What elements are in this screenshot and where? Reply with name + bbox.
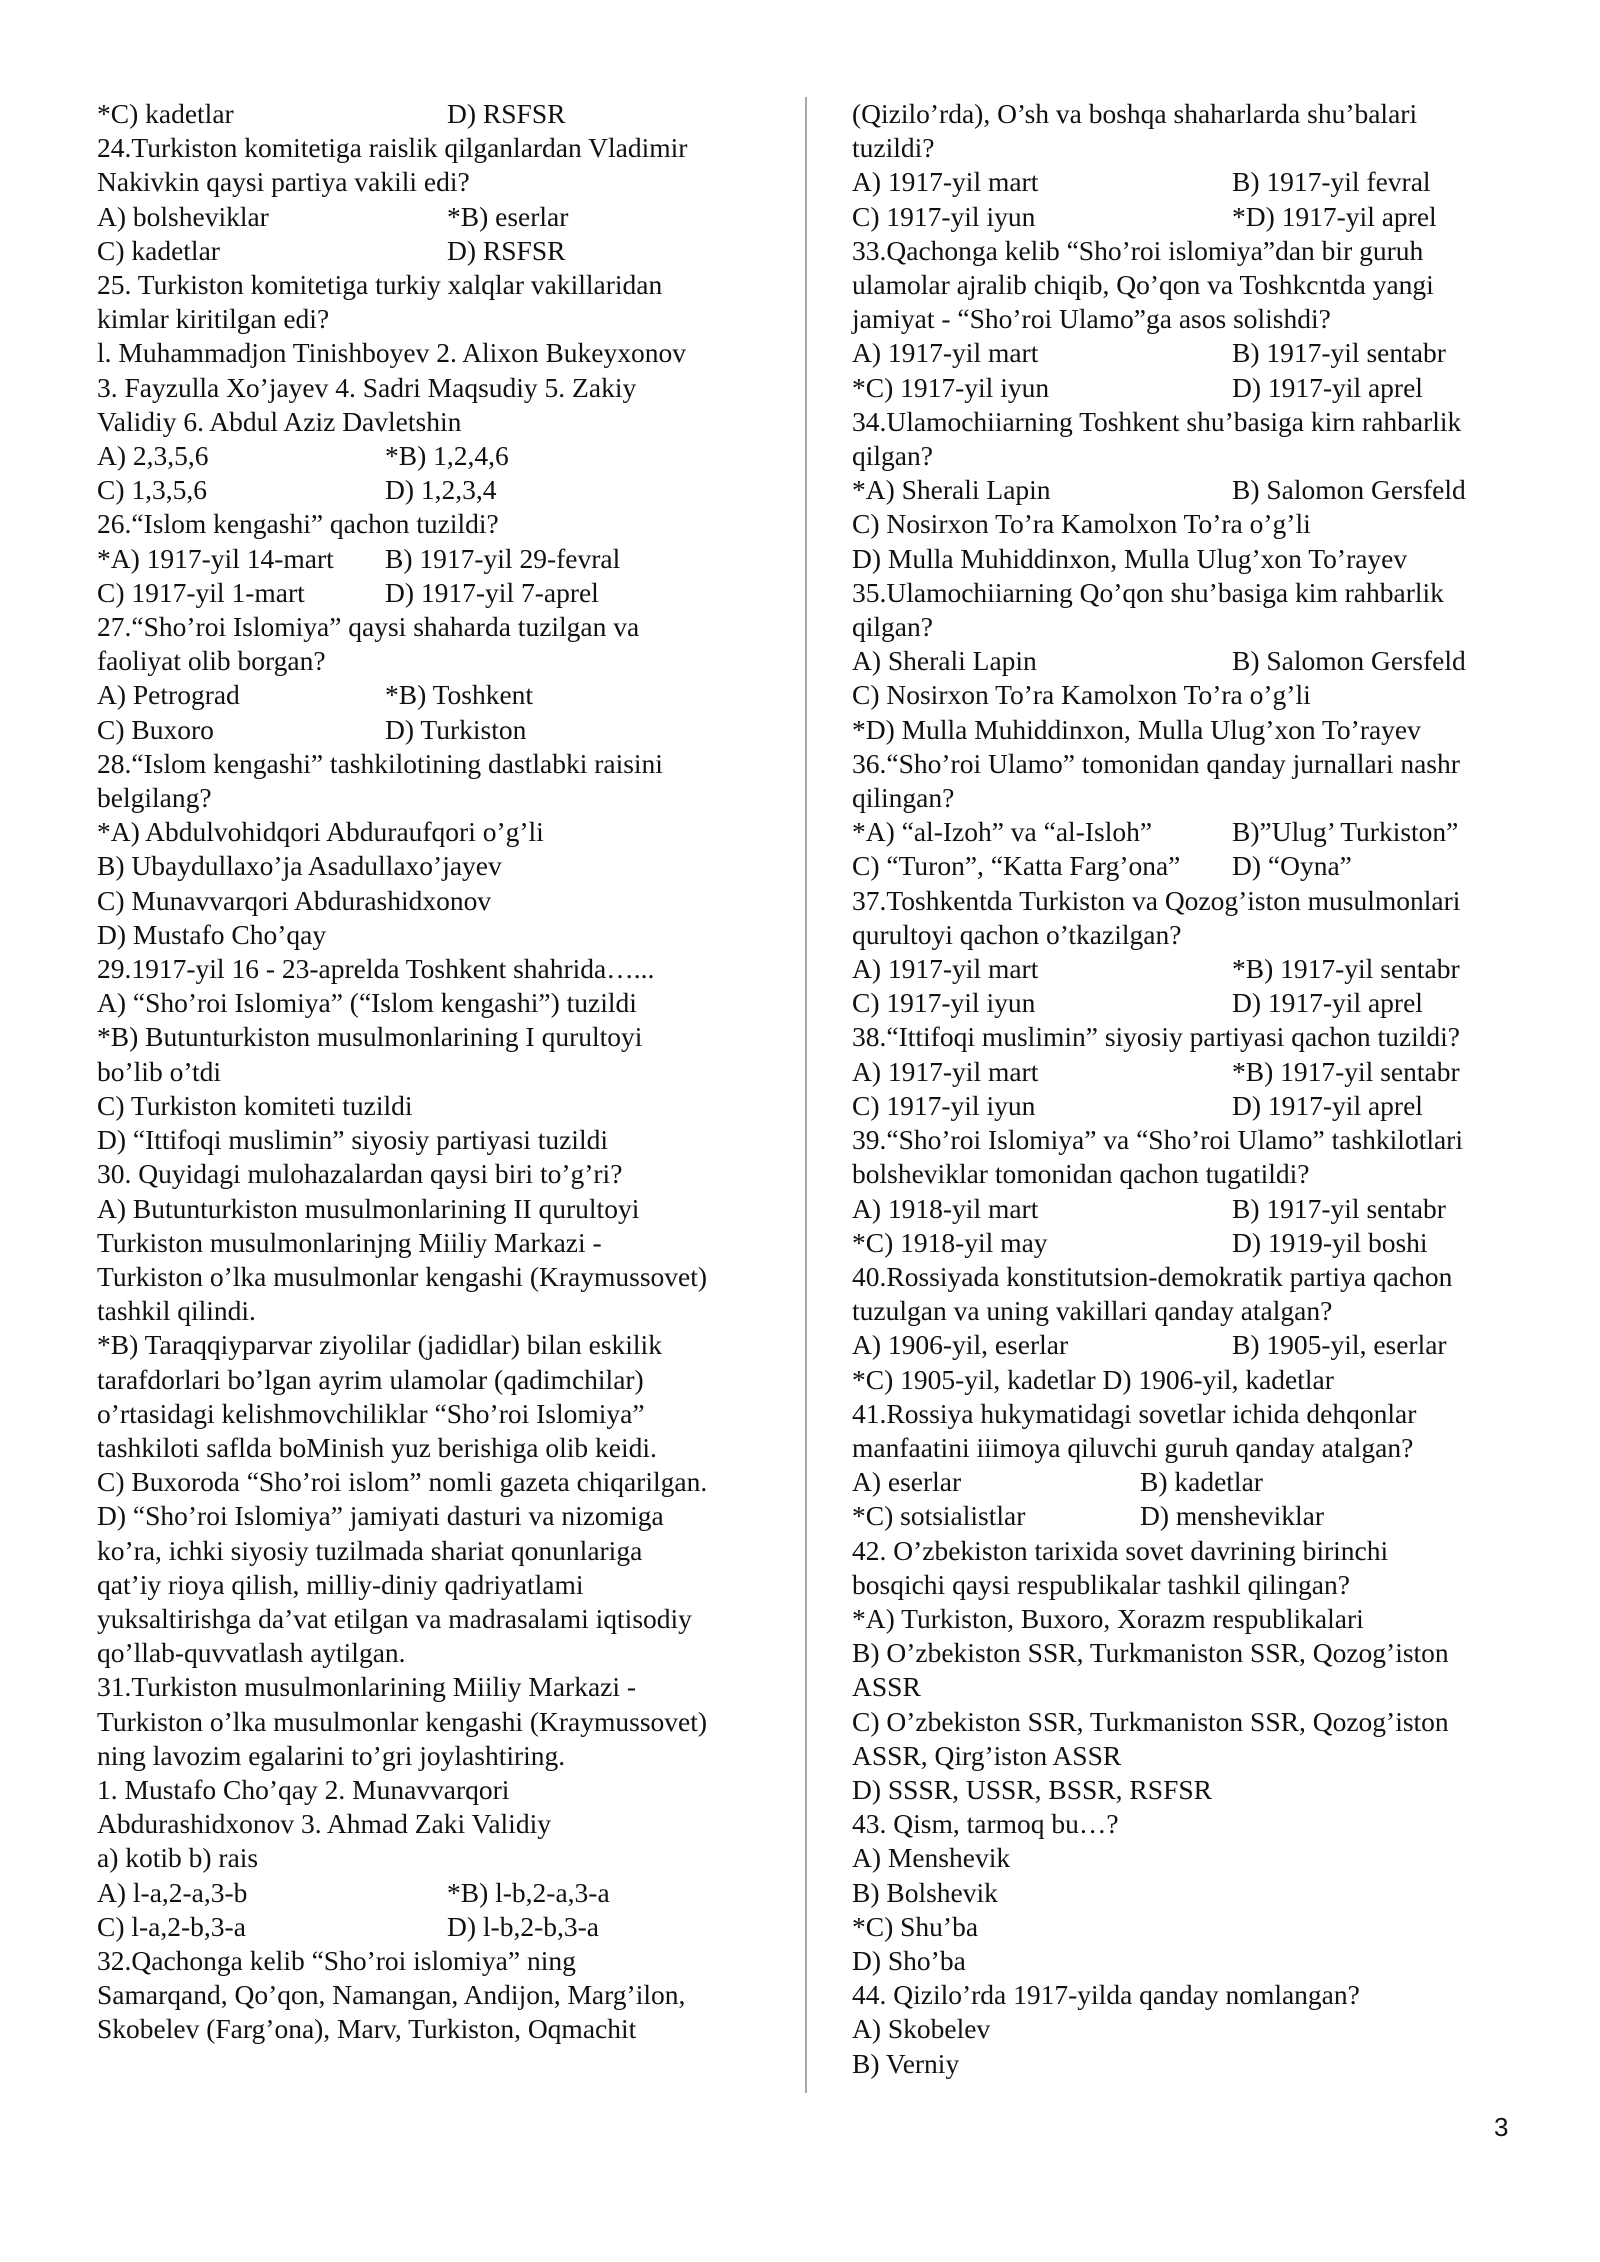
text-line: 28.“Islom kengashi” tashkilotining dastlabki raisini [97,747,663,779]
text-line: 3. Fayzulla Xo’jayev 4. Sadri Maqsudiy 5. Zakiy [97,371,637,403]
answer-option: C) 1,3,5,6 [97,474,207,506]
text-line: l. Muhammadjon Tinishboyev 2. Alixon Bukeyxonov [97,337,686,369]
text-line [852,1089,1532,1123]
answer-option: *B) Toshkent [385,679,534,711]
answer-option: D) 1917-yil 7-aprel [385,576,599,608]
answer-option: D) RSFSR [447,234,566,266]
text-line: 31.Turkiston musulmonlarining Miiliy Markazi - [97,1671,637,1703]
answer-option: B) 1917-yil sentabr [1232,337,1446,369]
answer-option: A) Petrograd [97,679,240,711]
text-line: tarafdorlari bo’lgan ayrim ulamolar (qadimchilar) [97,1363,644,1395]
answer-option: A) l-a,2-a,3-b [97,1876,248,1908]
text-line: A) Skobelev [852,2013,991,2045]
text-line: C) Buxoroda “Sho’roi islom” nomli gazeta chiqarilgan. [97,1466,708,1498]
text-line [97,1910,797,1944]
text-line: 33.Qachonga kelib “Sho’roi islomiya”dan bir guruh [852,234,1424,266]
answer-option: C) “Turon”, “Katta Farg’ona” [852,850,1181,882]
answer-option: *B) 1917-yil sentabr [1232,1055,1460,1087]
text-line: faoliyat olib borgan? [97,645,326,677]
text-line: 29.1917-yil 16 - 23-aprelda Toshkent shahrida…... [97,953,655,985]
text-line: D) “Ittifoqi muslimin” siyosiy partiyasi tuzildi [97,1124,608,1156]
text-line [852,1192,1532,1226]
text-line: 36.“Sho’roi Ulamo” tomonidan qanday jurnallari nashr [852,747,1460,779]
text-line: qo’llab-quvvatlash aytilgan. [97,1637,406,1669]
answer-option: *B) l-b,2-a,3-a [447,1876,610,1908]
text-line: 27.“Sho’roi Islomiya” qaysi shaharda tuzilgan va [97,611,640,643]
text-line: D) “Sho’roi Islomiya” jamiyati dasturi va nizomiga [97,1500,664,1532]
answer-option: A) 1917-yil mart [852,953,1039,985]
text-line: yuksaltirishga da’vat etilgan va madrasalami iqtisodiy [97,1602,692,1634]
text-line: 34.Ulamochiiarning Toshkent shu’basiga kirn rahbarlik [852,405,1462,437]
text-line: jamiyat - “Sho’roi Ulamo”ga asos solishdi? [852,303,1331,335]
text-line: D) Mustafo Cho’qay [97,918,327,950]
text-line: A) Menshevik [852,1842,1011,1874]
text-line: A) Butunturkiston musulmonlarining II qurultoyi [97,1192,640,1224]
answer-option: C) 1917-yil iyun [852,1089,1036,1121]
page-number: 3 [1494,2112,1509,2142]
text-line: a) kotib b) rais [97,1842,259,1874]
text-line: B) O’zbekiston SSR, Turkmaniston SSR, Qozog’iston [852,1637,1449,1669]
text-line [97,1876,797,1910]
text-line: qat’iy rioya qilish, milliy-diniy qadriyatlami [97,1568,584,1600]
text-line: C) Nosirxon To’ra Kamolxon To’ra o’g’li [852,679,1311,711]
answer-option: D) 1917-yil aprel [1232,371,1423,403]
text-line: Validiy 6. Abdul Aziz Davletshin [97,405,462,437]
answer-option: *C) 1917-yil iyun [852,371,1050,403]
text-line: 37.Toshkentda Turkiston va Qozog’iston musulmonlari [852,884,1461,916]
text-line: C) Munavvarqori Abdurashidxonov [97,884,492,916]
answer-option: *C) 1918-yil may [852,1226,1048,1258]
text-line: Skobelev (Farg’ona), Marv, Turkiston, Oqmachit [97,2013,637,2045]
text-line: Abdurashidxonov 3. Ahmad Zaki Validiy [97,1808,551,1840]
text-line: 38.“Ittifoqi muslimin” siyosiy partiyasi qachon tuzildi? [852,1021,1460,1053]
answer-option: D) “Oyna” [1232,850,1352,882]
text-line: qilgan? [852,611,933,643]
text-line: tashkiloti saflda boMinish yuz berishiga olib keidi. [97,1431,657,1463]
text-line: 30. Quyidagi mulohazalardan qaysi biri to’g’ri? [97,1158,623,1190]
text-line [852,644,1532,678]
text-line: D) Mulla Muhiddinxon, Mulla Ulug’xon To’rayev [852,542,1408,574]
text-line: 42. O’zbekiston tarixida sovet davrining birinchi [852,1534,1389,1566]
answer-option: *A) “al-Izoh” va “al-Isloh” [852,816,1153,848]
text-line: kimlar kiritilgan edi? [97,303,330,335]
text-line [852,1226,1532,1260]
text-line: qilgan? [852,440,933,472]
text-line: o’rtasidagi kelishmovchiliklar “Sho’roi Islomiya” [97,1397,645,1429]
answer-option: A) eserlar [852,1466,962,1498]
answer-option: B) Salomon Gersfeld [1232,474,1466,506]
text-line: belgilang? [97,782,212,814]
answer-option: C) Buxoro [97,713,214,745]
answer-option: C) kadetlar [97,234,220,266]
text-line: B) Ubaydullaxo’ja Asadullaxo’jayev [97,850,502,882]
text-line: 24.Turkiston komitetiga raislik qilganlardan Vladimir [97,132,688,164]
text-line: manfaatini iiimoya qiluvchi guruh qanday atalgan? [852,1431,1414,1463]
text-line: D) Sho’ba [852,1944,966,1976]
text-line: 44. Qizilo’rda 1917-yilda qanday nomlangan? [852,1979,1360,2011]
text-line: ASSR [852,1671,921,1703]
text-line [852,1499,1532,1533]
text-line: tashkil qilindi. [97,1295,256,1327]
text-line [852,473,1532,507]
text-line [852,849,1532,883]
answer-option: *A) Sherali Lapin [852,474,1051,506]
text-line [97,439,797,473]
answer-option: A) 1917-yil mart [852,337,1039,369]
text-line: C) O’zbekiston SSR, Turkmaniston SSR, Qozog’iston [852,1705,1449,1737]
text-line: bolsheviklar tomonidan qachon tugatildi? [852,1158,1310,1190]
text-line: Nakivkin qaysi partiya vakili edi? [97,166,470,198]
answer-option: C) 1917-yil 1-mart [97,576,305,608]
answer-option: A) 2,3,5,6 [97,440,209,472]
text-line: Samarqand, Qo’qon, Namangan, Andijon, Marg’ilon, [97,1979,686,2011]
answer-option: B) Salomon Gersfeld [1232,645,1466,677]
text-line [852,986,1532,1020]
text-line: Turkiston musulmonlarinjng Miiliy Markazi - [97,1226,602,1258]
text-line: qilingan? [852,782,955,814]
answer-option: *C) sotsialistlar [852,1500,1026,1532]
answer-option: B) 1905-yil, eserlar [1232,1329,1447,1361]
text-line: *A) Turkiston, Buxoro, Xorazm respublikalari [852,1602,1364,1634]
answer-option: D) 1919-yil boshi [1232,1226,1428,1258]
text-line: B) Bolshevik [852,1876,998,1908]
answer-option: *D) 1917-yil aprel [1232,200,1437,232]
text-line [852,371,1532,405]
text-line [852,1465,1532,1499]
text-line: 25. Turkiston komitetiga turkiy xalqlar vakillaridan [97,269,663,301]
answer-option: D) 1,2,3,4 [385,474,497,506]
text-line: C) Nosirxon To’ra Kamolxon To’ra o’g’li [852,508,1311,540]
right-column [852,97,1532,2081]
text-line [97,200,797,234]
text-line [852,200,1532,234]
text-line [97,576,797,610]
text-line: bosqichi qaysi respublikalar tashkil qilingan? [852,1568,1350,1600]
text-line: ko’ra, ichki siyosiy tuzilmada shariat qonunlariga [97,1534,643,1566]
answer-option: B) 1917-yil sentabr [1232,1192,1446,1224]
answer-option: *C) kadetlar [97,98,234,129]
text-line: *A) Abdulvohidqori Abduraufqori o’g’li [97,816,544,848]
answer-option: B) 1917-yil fevral [1232,166,1431,198]
text-line [852,1328,1532,1362]
text-line: 32.Qachonga kelib “Sho’roi islomiya” ning [97,1944,576,1976]
column-divider [805,97,807,2093]
answer-option: D) mensheviklar [1140,1500,1325,1532]
text-line [97,542,797,576]
answer-option: B) 1917-yil 29-fevral [385,542,621,574]
answer-option: *A) 1917-yil 14-mart [97,542,334,574]
text-line: ASSR, Qirg’iston ASSR [852,1739,1122,1771]
answer-option: D) l-b,2-b,3-a [447,1910,599,1942]
text-line [97,97,797,131]
answer-option: A) bolsheviklar [97,200,269,232]
text-line: A) “Sho’roi Islomiya” (“Islom kengashi”) tuzildi [97,987,637,1019]
text-line: tuzulgan va uning vakillari qanday atalgan? [852,1295,1333,1327]
answer-option: D) RSFSR [447,98,566,129]
left-column [97,97,797,2047]
answer-option: D) 1917-yil aprel [1232,1089,1423,1121]
text-line: D) SSSR, USSR, BSSR, RSFSR [852,1773,1212,1805]
answer-option: D) Turkiston [385,713,527,745]
text-line: (Qizilo’rda), O’sh va boshqa shaharlarda shu’balari [852,98,1418,129]
text-line: C) Turkiston komiteti tuzildi [97,1089,413,1121]
answer-option: A) 1918-yil mart [852,1192,1039,1224]
text-line [852,815,1532,849]
text-line: *C) 1905-yil, kadetlar D) 1906-yil, kadetlar [852,1363,1334,1395]
text-line [97,234,797,268]
answer-option: A) 1906-yil, eserlar [852,1329,1069,1361]
text-line: Turkiston o’lka musulmonlar kengashi (Kraymussovet) [97,1260,708,1292]
text-line: ning lavozim egalarini to’gri joylashtiring. [97,1739,566,1771]
text-line [852,165,1532,199]
text-line: tuzildi? [852,132,935,164]
text-line: 39.“Sho’roi Islomiya” va “Sho’roi Ulamo” tashkilotlari [852,1124,1463,1156]
answer-option: *B) 1,2,4,6 [385,440,509,472]
text-line: 41.Rossiya hukymatidagi sovetlar ichida dehqonlar [852,1397,1417,1429]
text-line: bo’lib o’tdi [97,1055,222,1087]
text-line: *B) Butunturkiston musulmonlarining I qurultoyi [97,1021,643,1053]
answer-option: A) 1917-yil mart [852,1055,1039,1087]
answer-option: C) 1917-yil iyun [852,987,1036,1019]
text-line: 43. Qism, tarmoq bu…? [852,1808,1119,1840]
text-line [852,336,1532,370]
text-line: 40.Rossiyada konstitutsion-demokratik partiya qachon [852,1260,1453,1292]
text-line: 1. Mustafo Cho’qay 2. Munavvarqori [97,1773,510,1805]
answer-option: *B) eserlar [447,200,569,232]
answer-option: A) 1917-yil mart [852,166,1039,198]
text-line: 26.“Islom kengashi” qachon tuzildi? [97,508,499,540]
text-line [97,473,797,507]
answer-option: *B) 1917-yil sentabr [1232,953,1460,985]
answer-option: C) l-a,2-b,3-a [97,1910,246,1942]
text-line [97,678,797,712]
text-line [97,713,797,747]
text-line: 35.Ulamochiiarning Qo’qon shu’basiga kim rahbarlik [852,576,1444,608]
text-line: B) Verniy [852,2047,960,2079]
text-line: *D) Mulla Muhiddinxon, Mulla Ulug’xon To’rayev [852,713,1421,745]
text-line [852,952,1532,986]
answer-option: B)”Ulug’ Turkiston” [1232,816,1459,848]
text-line: Turkiston o’lka musulmonlar kengashi (Kraymussovet) [97,1705,708,1737]
text-line: *C) Shu’ba [852,1910,979,1942]
answer-option: D) 1917-yil aprel [1232,987,1423,1019]
text-line: qurultoyi qachon o’tkazilgan? [852,918,1182,950]
text-line [852,1055,1532,1089]
answer-option: C) 1917-yil iyun [852,200,1036,232]
answer-option: B) kadetlar [1140,1466,1263,1498]
text-line: *B) Taraqqiyparvar ziyolilar (jadidlar) bilan eskilik [97,1329,662,1361]
answer-option: A) Sherali Lapin [852,645,1037,677]
text-line: ulamolar ajralib chiqib, Qo’qon va Toshkcntda yangi [852,269,1434,301]
